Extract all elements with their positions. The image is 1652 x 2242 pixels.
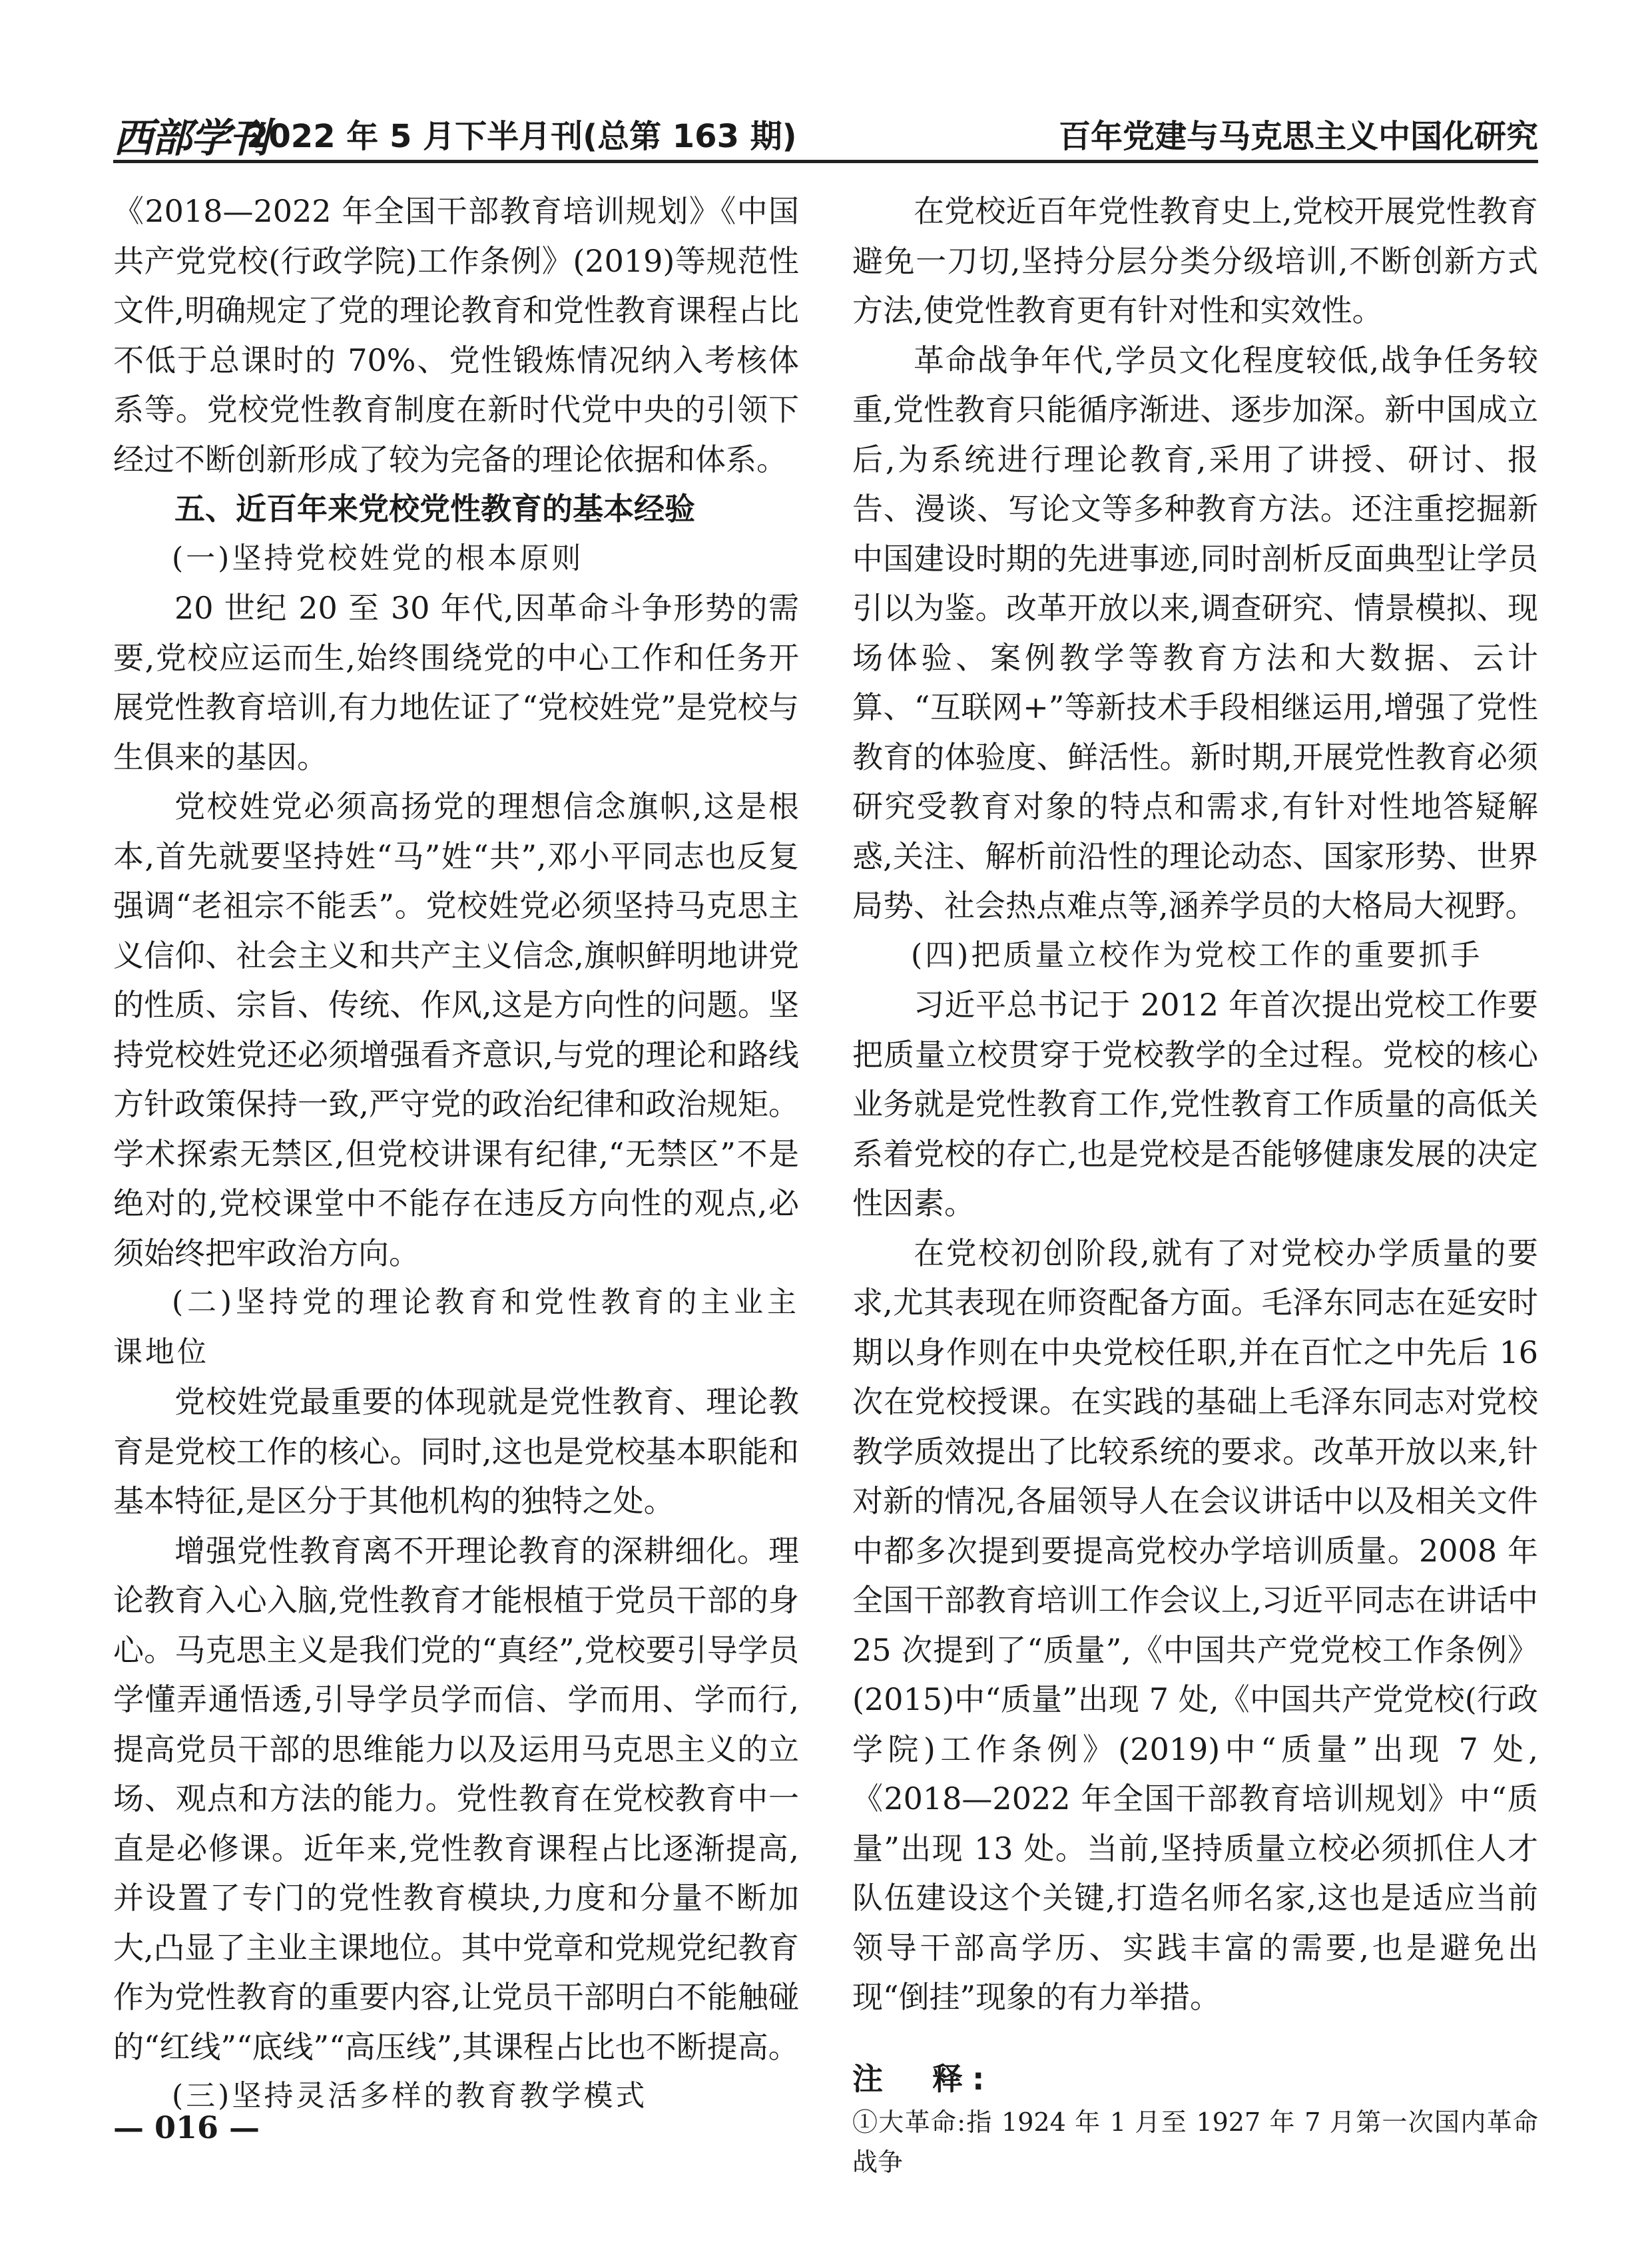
notes-title: 注 释:: [852, 2060, 994, 2097]
paragraph: 革命战争年代,学员文化程度较低,战争任务较重,党性教育只能循序渐进、逐步加深。新中国成立后,为系统进行理论教育,采用了讲授、研讨、报告、漫谈、写论文等多种教育方法。还注重挖掘新中国建设时期的先进事迹,同时剖析反面典型让学员引以为鉴。改革开放以来,调查研究、情景模拟、现场体验、案例教学等教育方法和大数据、云计算、“互联网+”等新技术手段相继运用,增强了党性教育的体验度、鲜活性。新时期,开展党性教育必须研究受教育对象的特点和需求,有针对性地答疑解惑,关注、解析前沿性的理论动态、国家形势、世界局势、社会热点难点等,涵养学员的大格局大视野。: [852, 342, 1538, 924]
paragraph: 习近平总书记于 2012 年首次提出党校工作要把质量立校贯穿于党校教学的全过程。党校的核心业务就是党性教育工作,党性教育工作质量的高低关系着党校的存亡,也是党校是否能够健康发展的决定性因素。: [852, 987, 1538, 1221]
notes-section: [852, 2056, 1538, 2182]
page-header: [113, 107, 1538, 163]
paragraph: 党校姓党最重要的体现就是党性教育、理论教育是党校工作的核心。同时,这也是党校基本职能和基本特征,是区分于其他机构的独特之处。: [113, 1384, 799, 1519]
subsection-heading: (四)把质量立校作为党校工作的重要抓手: [911, 938, 1483, 972]
journal-logo: 西部学刊: [113, 115, 268, 162]
paragraph: 党校姓党必须高扬党的理想信念旗帜,这是根本,首先就要坚持姓“马”姓“共”,邓小平同志也反复强调“老祖宗不能丢”。党校姓党必须坚持马克思主义信仰、社会主义和共产主义信念,旗帜鲜明地讲党的性质、宗旨、传统、作风,这是方向性的问题。坚持党校姓党还必须增强看齐意识,与党的理论和路线方针政策保持一致,严守党的政治纪律和政治规矩。学术探索无禁区,但党校讲课有纪律,“无禁区”不是绝对的,党校课堂中不能存在违反方向性的观点,必须始终把牢政治方向。: [113, 788, 799, 1271]
right-column: [852, 186, 1538, 2182]
subsection-heading: (一)坚持党校姓党的根本原则: [172, 541, 584, 575]
column-title: 百年党建与马克思主义中国化研究: [1058, 118, 1538, 155]
page-number: — 016 —: [113, 2109, 260, 2145]
subsection-heading: (二)坚持党的理论教育和党性教育的主业主课地位: [113, 1285, 799, 1369]
subsection-heading: (三)坚持灵活多样的教育教学模式: [172, 2079, 648, 2113]
paragraph: 20 世纪 20 至 30 年代,因革命斗争形势的需要,党校应运而生,始终围绕党的中心工作和任务开展党性教育培训,有力地佐证了“党校姓党”是党校与生俱来的基因。: [113, 590, 799, 775]
note-item: ①大革命:指 1924 年 1 月至 1927 年 7 月第一次国内革命战争: [852, 2107, 1538, 2177]
paragraph: 《2018—2022 年全国干部教育培训规划》《中国共产党党校(行政学院)工作条例》(2019)等规范性文件,明确规定了党的理论教育和党性教育课程占比不低于总课时的 70%、党性锻炼情况纳入考核体系等。党校党性教育制度在新时代党中央的引领下经过不断创新形成了较为完备的理论依据和体系。: [113, 193, 799, 477]
left-column: [113, 186, 799, 2121]
paragraph: 在党校近百年党性教育史上,党校开展党性教育避免一刀切,坚持分层分类分级培训,不断创新方式方法,使党性教育更有针对性和实效性。: [852, 193, 1538, 328]
paragraph: 在党校初创阶段,就有了对党校办学质量的要求,尤其表现在师资配备方面。毛泽东同志在延安时期以身作则在中央党校任职,并在百忙之中先后 16 次在党校授课。在实践的基础上毛泽东同志对党校教学质效提出了比较系统的要求。改革开放以来,针对新的情况,各届领导人在会议讲话中以及相关文件中都多次提到要提高党校办学培训质量。2008 年全国干部教育培训工作会议上,习近平同志在讲话中 25 次提到了“质量”,《中国共产党党校工作条例》(2015)中“质量”出现 7 处,《中国共产党党校(行政学院)工作条例》(2019)中“质量”出现 7 处,《2018—2022 年全国干部教育培训规划》中“质量”出现 13 处。当前,坚持质量立校必须抓住人才队伍建设这个关键,打造名师名家,这也是适应当前领导干部高学历、实践丰富的需要,也是避免出现“倒挂”现象的有力举措。: [852, 1235, 1538, 2015]
journal-issue: 2022 年 5 月下半月刊(总第 163 期): [246, 118, 797, 155]
paragraph: 增强党性教育离不开理论教育的深耕细化。理论教育入心入脑,党性教育才能根植于党员干部的身心。马克思主义是我们党的“真经”,党校要引导学员学懂弄通悟透,引导学员学而信、学而用、学而行,提高党员干部的思维能力以及运用马克思主义的立场、观点和方法的能力。党性教育在党校教育中一直是必修课。近年来,党性教育课程占比逐渐提高,并设置了专门的党性教育模块,力度和分量不断加大,凸显了主业主课地位。其中党章和党规党纪教育作为党性教育的重要内容,让党员干部明白不能触碰的“红线”“底线”“高压线”,其课程占比也不断提高。: [113, 1532, 799, 2065]
section-heading: 五、近百年来党校党性教育的基本经验: [174, 491, 695, 527]
